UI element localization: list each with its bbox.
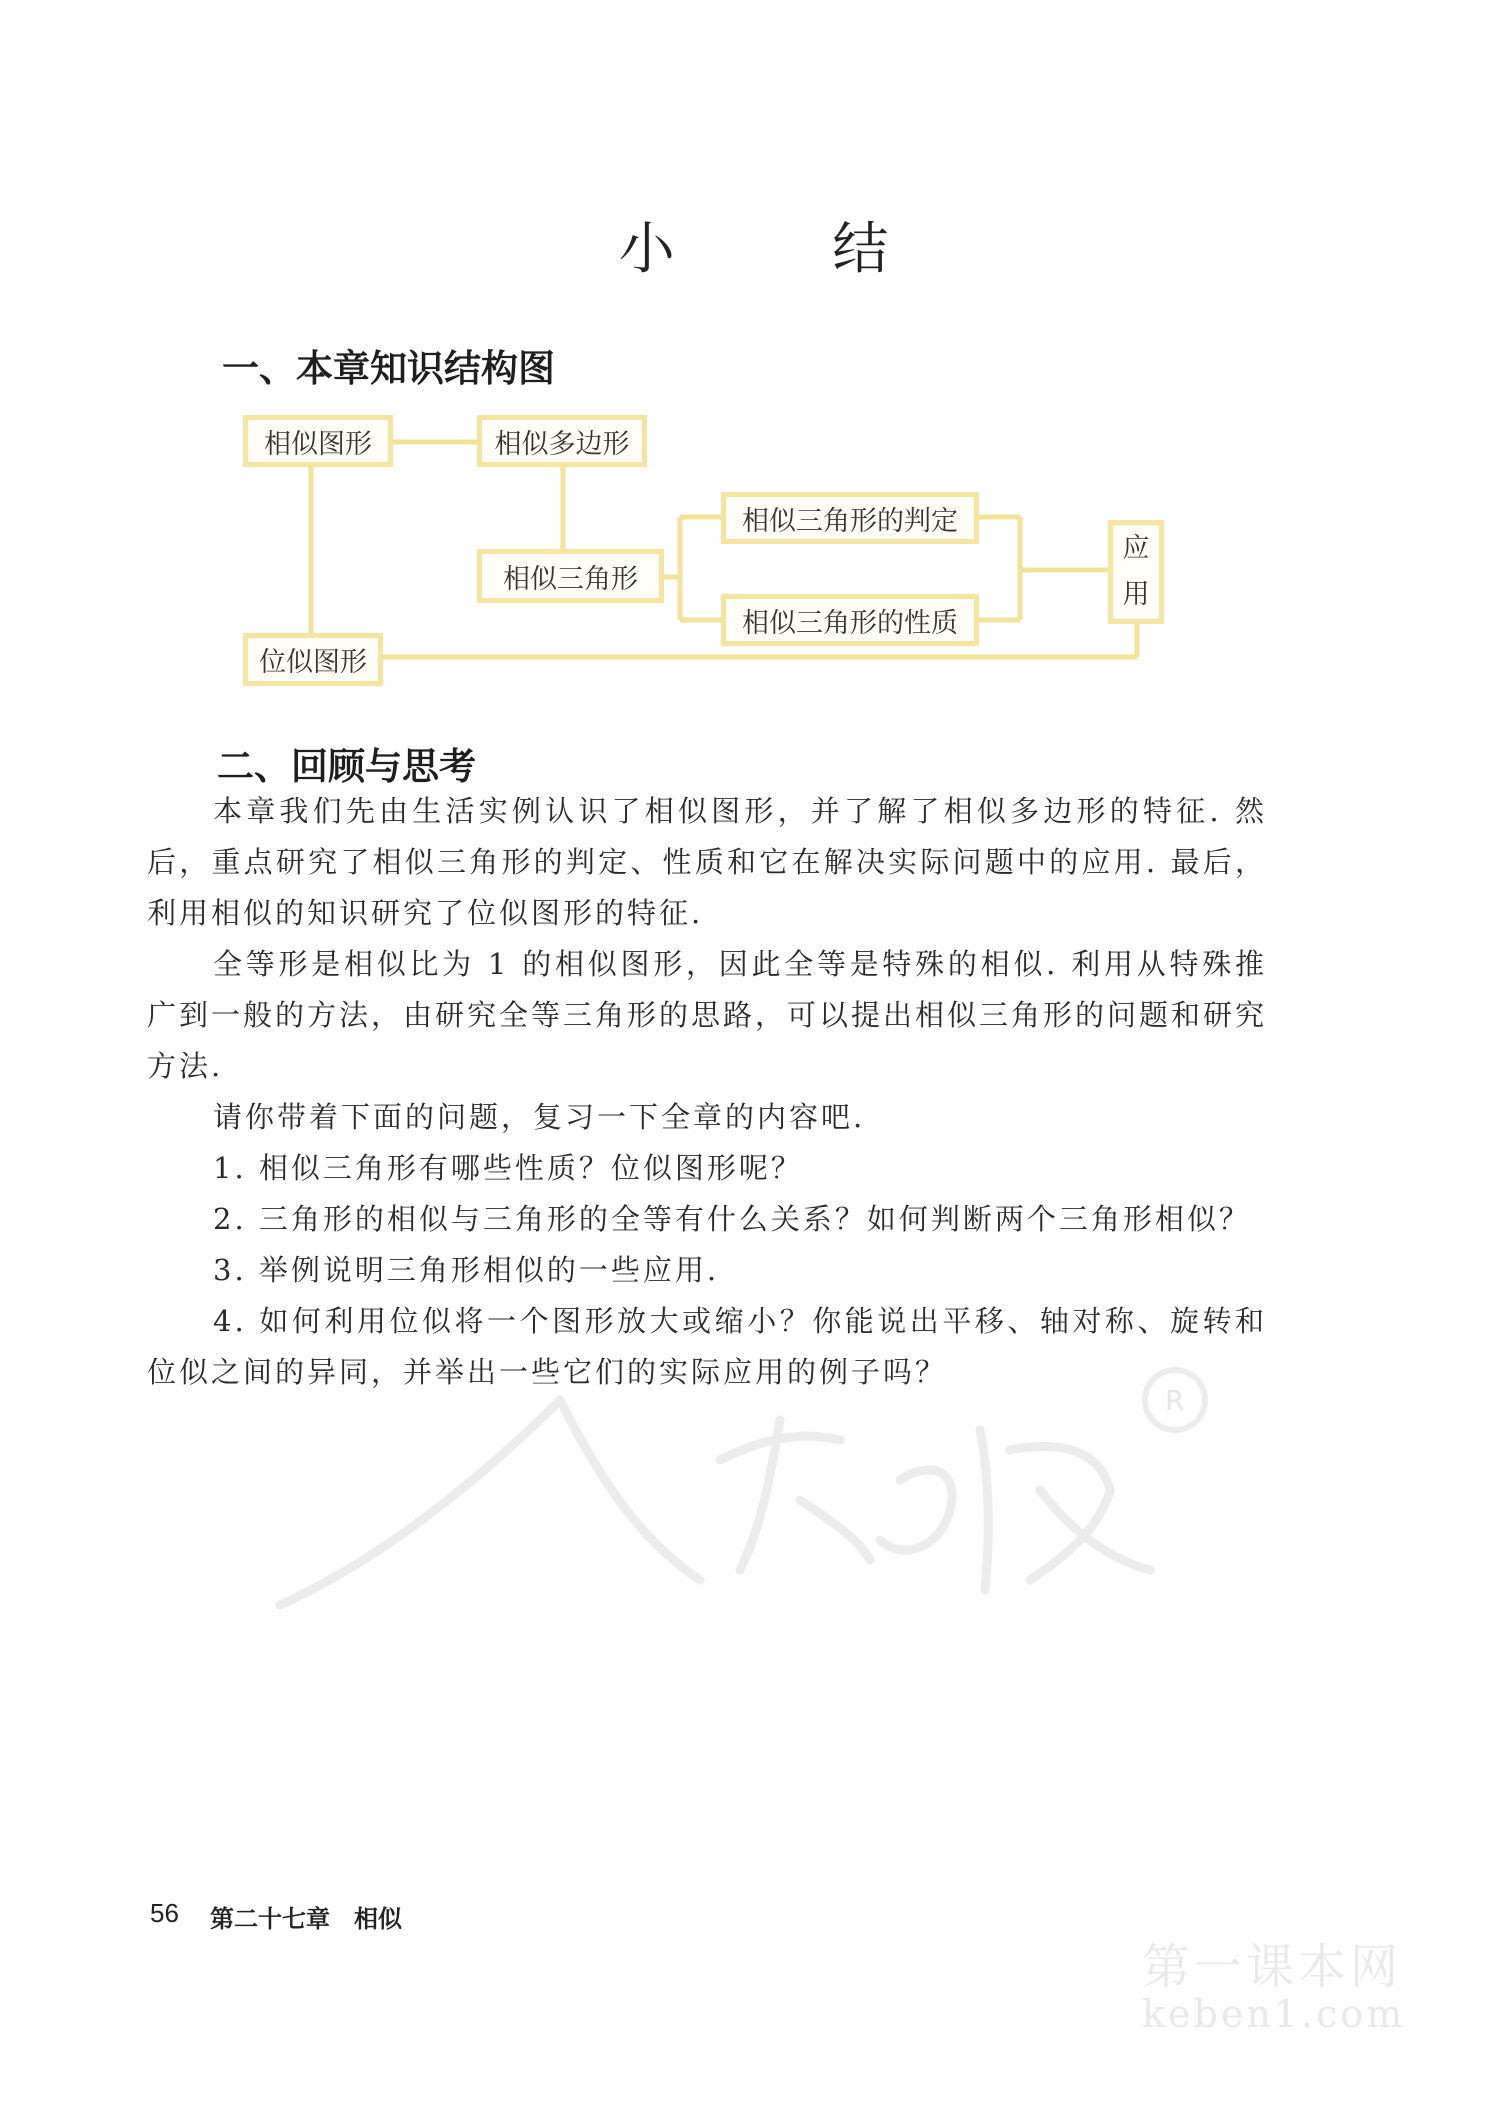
page-title: 小 结	[618, 217, 959, 282]
node-application-char-1: 应	[1122, 533, 1150, 564]
node-triangle-criteria: 相似三角形的判定	[721, 492, 979, 544]
question-2: 2. 三角形的相似与三角形的全等有什么关系？如何判断两个三角形相似？	[213, 1202, 1251, 1236]
chapter-footer: 第二十七章 相似	[210, 1905, 402, 1933]
node-similar-polygons: 相似多边形	[477, 415, 647, 467]
node-similar-figures: 相似图形	[243, 415, 393, 467]
node-application	[1108, 520, 1164, 624]
paragraph-summary: 本章我们先由生活实例认识了相似图形，并了解了相似多边形的特征. 然后，重点研究了相似三角形的判定、性质和它在解决实际问题中的应用. 最后，利用相似的知识研究了位似图形的特征.	[147, 794, 1267, 930]
node-homothetic-figures: 位似图形	[243, 633, 383, 686]
svg-text:R: R	[1165, 1384, 1185, 1417]
question-3: 3. 举例说明三角形相似的一些应用.	[213, 1253, 720, 1287]
review-body	[147, 786, 1267, 1398]
section-heading-review: 二、回顾与思考	[217, 745, 476, 788]
question-1: 1. 相似三角形有哪些性质？位似图形呢？	[213, 1151, 803, 1185]
watermark-site-name: 第一课本网	[1142, 1939, 1403, 1995]
paragraph-congruence: 全等形是相似比为 1 的相似图形，因此全等是特殊的相似. 利用从特殊推广到一般的方法，由研究全等三角形的思路，可以提出相似三角形的问题和研究方法.	[147, 947, 1268, 1083]
paragraph-prompt: 请你带着下面的问题，复习一下全章的内容吧.	[213, 1100, 866, 1134]
watermark-site-url: keben1.com	[1142, 1992, 1406, 2036]
section-heading-structure: 一、本章知识结构图	[222, 347, 555, 390]
question-4: 4. 如何利用位似将一个图形放大或缩小？你能说出平移、轴对称、旋转和位似之间的异同，并举出一些它们的实际应用的例子吗？	[147, 1304, 1267, 1389]
page-number: 56	[150, 1898, 179, 1928]
node-triangle-properties: 相似三角形的性质	[721, 594, 979, 646]
node-application-char-2: 用	[1122, 579, 1150, 610]
node-similar-triangles: 相似三角形	[477, 549, 664, 603]
